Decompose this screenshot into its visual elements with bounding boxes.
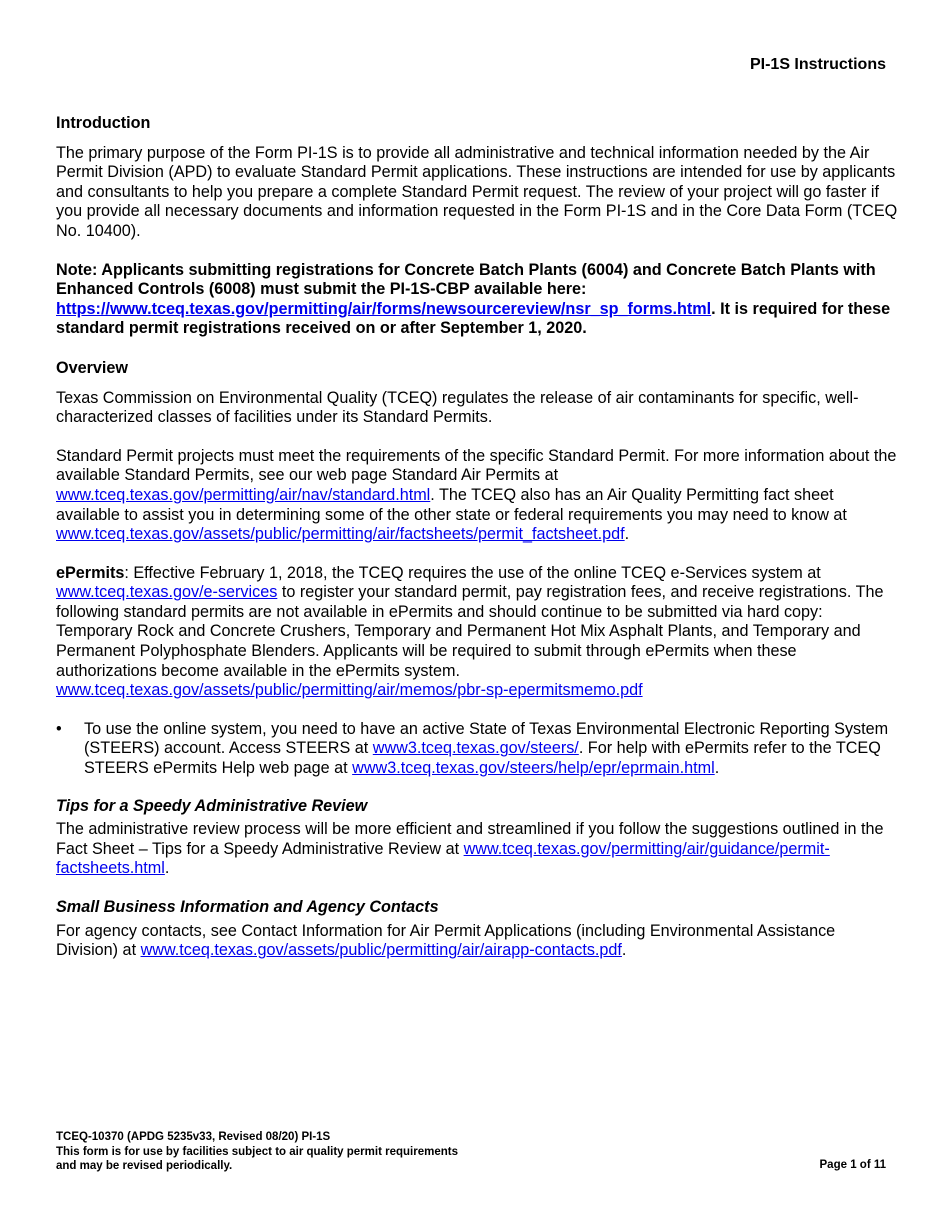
tips-text-b: .	[164, 859, 170, 878]
note-text-1: Note: Applicants submitting registrations for Concrete Batch Plants (6004) and Concrete Batch Plants with Enhanced Controls (6008) must submit the PI-1S-CBP available here:	[56, 260, 876, 299]
bullet-text-c: .	[714, 759, 720, 778]
epermits-text-b: to register your standard permit, pay registration fees, and receive registrations. The following standard permits are not available in ePermits and should continue to be submitted via hard copy: Temporary Rock and Concrete Crushers, Temporary and Permanent Hot Mix Asphalt Plants, and Temporary and Permanent Polyphosphate Blenders. Applicants will be required to submit through ePermits when these authorizations become available in the ePermits system.	[56, 583, 884, 680]
smallbiz-paragraph	[56, 922, 898, 961]
note-paragraph	[56, 261, 898, 339]
epermits-paragraph	[56, 564, 898, 701]
overview-heading: Overview	[56, 358, 128, 377]
footer-form-number: TCEQ-10370 (APDG 5235v33, Revised 08/20) PI-1S	[56, 1131, 331, 1143]
agency-contacts-link[interactable]: www.tceq.texas.gov/assets/public/permitting/air/airapp-contacts.pdf	[140, 941, 622, 960]
overview-text-c: .	[624, 525, 630, 544]
overview-paragraph-2	[56, 447, 898, 545]
smallbiz-text-a: For agency contacts, see Contact Information for Air Permit Applications (including Environmental Assistance Division) at	[56, 921, 836, 960]
overview-text-a: Standard Permit projects must meet the requirements of the specific Standard Permit. For more information about the available Standard Permits, see our web page Standard Air Permits at	[56, 446, 897, 485]
tips-heading: Tips for a Speedy Administrative Review	[56, 796, 368, 815]
bullet-text-b: . For help with ePermits refer to the TCEQ STEERS ePermits Help web page at	[84, 739, 881, 778]
bullet-marker: •	[56, 719, 62, 738]
footer-usage-line-2: and may be revised periodically.	[56, 1160, 233, 1172]
epermits-label: ePermits	[56, 563, 125, 582]
document-body	[56, 114, 898, 980]
epermits-memo-link[interactable]: www.tceq.texas.gov/assets/public/permitting/air/memos/pbr-sp-epermitsmemo.pdf	[56, 681, 643, 700]
steers-help-link[interactable]: www3.tceq.texas.gov/steers/help/epr/eprmain.html	[352, 759, 715, 778]
overview-text-b: . The TCEQ also has an Air Quality Permitting fact sheet available to assist you in determining some of the other state or federal requirements you may need to know at	[56, 485, 847, 524]
tips-paragraph	[56, 820, 898, 879]
steers-bullet-item	[56, 720, 898, 779]
steers-link[interactable]: www3.tceq.texas.gov/steers/	[372, 739, 579, 758]
overview-paragraph-1: Texas Commission on Environmental Quality (TCEQ) regulates the release of air contaminants for specific, well-characterized classes of facilities under its Standard Permits.	[56, 388, 859, 427]
cbp-forms-link[interactable]: https://www.tceq.texas.gov/permitting/air/forms/newsourcereview/nsr_sp_forms.html	[56, 299, 712, 318]
intro-paragraph: The primary purpose of the Form PI-1S is to provide all administrative and technical information needed by the Air Permit Division (APD) to evaluate Standard Permit applications. These instructions are intended for use by applicants and consultants to help you prepare a complete Standard Permit request. The review of your project will go faster if you provide all necessary documents and information requested in the Form PI-1S and in the Core Data Form (TCEQ No. 10400).	[56, 143, 898, 240]
tips-text-a: The administrative review process will be more efficient and streamlined if you follow the suggestions outlined in the Fact Sheet – Tips for a Speedy Administrative Review at	[56, 820, 884, 858]
intro-heading: Introduction	[56, 114, 151, 132]
note-text-2: . It is required for these standard permit registrations received on or after September 1, 2020.	[56, 299, 891, 338]
permit-factsheets-link[interactable]: www.tceq.texas.gov/permitting/air/guidance/permit-factsheets.html	[56, 839, 830, 878]
smallbiz-text-b: .	[621, 941, 627, 960]
e-services-link[interactable]: www.tceq.texas.gov/e-services	[56, 583, 278, 602]
footer-usage-line-1: This form is for use by facilities subject to air quality permit requirements	[56, 1145, 458, 1158]
page-number: Page 1 of 11	[819, 1159, 886, 1171]
epermits-text-a: : Effective February 1, 2018, the TCEQ requires the use of the online TCEQ e-Services system at	[124, 563, 821, 582]
page-title: PI-1S Instructions	[749, 56, 886, 73]
standard-permits-link[interactable]: www.tceq.texas.gov/permitting/air/nav/standard.html	[56, 485, 431, 504]
footer-form-info	[56, 1130, 458, 1174]
smallbiz-heading: Small Business Information and Agency Contacts	[56, 898, 439, 916]
bullet-text-a: To use the online system, you need to have an active State of Texas Environmental Electronic Reporting System (STEERS) account. Access STEERS at	[84, 719, 889, 758]
permit-factsheet-link[interactable]: www.tceq.texas.gov/assets/public/permitting/air/factsheets/permit_factsheet.pdf	[56, 525, 625, 544]
